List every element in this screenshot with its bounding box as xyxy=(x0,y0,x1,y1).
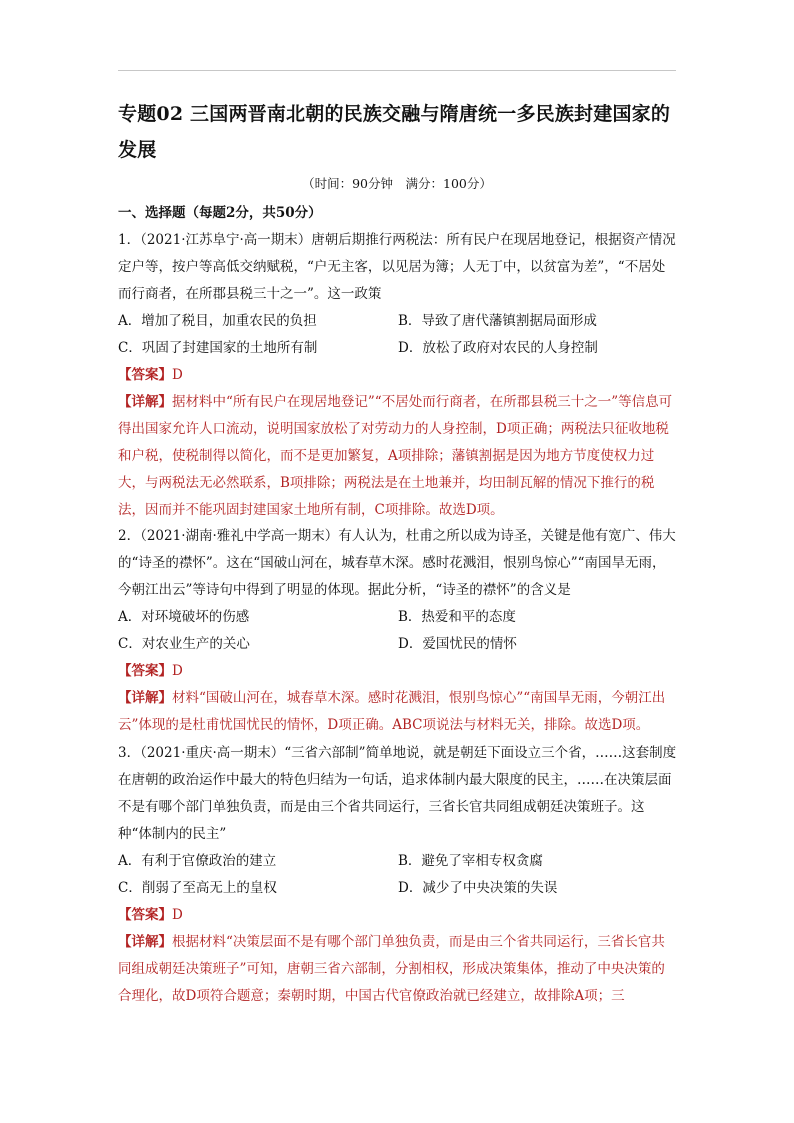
answer-label: 【答案】 xyxy=(118,907,172,923)
answer-value: D xyxy=(172,663,183,679)
section-heading: 一、选择题（每题2分，共50分） xyxy=(118,205,322,221)
answer xyxy=(118,362,678,389)
answer-value: D xyxy=(172,907,183,923)
question-3 xyxy=(118,740,678,1010)
question-stem: 1．（2021·江苏阜宁·高一期末）唐朝后期推行两税法：所有民户在现居地登记，根据资产情况定户等，按户等高低交纳赋税，“户无主客，以见居为簿；人无丁中，以贫富为差”，“不居处而行商者，在所郡县税三十之一”。这一政策 xyxy=(118,232,676,302)
detail-label: 【详解】 xyxy=(118,934,172,950)
answer-label: 【答案】 xyxy=(118,663,172,679)
answer xyxy=(118,902,678,929)
detail-text: 根据材料“决策层面不是有哪个部门单独负责，而是由三个省共同运行，三省长官共同组成朝廷决策班子”可知，唐朝三省六部制，分割相权，形成决策集体，推动了中央决策的合理化，故D项符合题意；秦朝时期，中国古代官僚政治就已经建立，故排除A项；三 xyxy=(118,934,665,1004)
option-d: D．减少了中央决策的失误 xyxy=(398,880,558,896)
option-a: A．对环境破坏的伤感 xyxy=(118,609,250,625)
option-a: A．增加了税目，加重农民的负担 xyxy=(118,313,317,329)
exam-info: （时间：90分钟 满分：100分） xyxy=(302,176,492,191)
option-b: B．导致了唐代藩镇割据局面形成 xyxy=(398,313,597,329)
explanation xyxy=(118,685,678,739)
answer-value: D xyxy=(172,367,183,383)
option-c: C．对农业生产的关心 xyxy=(118,636,250,652)
answer xyxy=(118,658,678,685)
question-stem: 2．（2021·湖南·雅礼中学高一期末）有人认为，杜甫之所以成为诗圣，关键是他有宽广、伟大的“诗圣的襟怀”。这在“国破山河在，城春草木深。感时花溅泪，恨别鸟惊心”“南国旱无雨，今朝江出云”等诗句中得到了明显的体现。据此分析，“诗圣的襟怀”的含义是 xyxy=(118,528,676,598)
option-a: A．有利于官僚政治的建立 xyxy=(118,853,277,869)
document-title: 专题02 三国两晋南北朝的民族交融与隋唐统一多民族封建国家的发展 xyxy=(118,103,671,161)
question-2 xyxy=(118,523,678,739)
header-rule xyxy=(118,70,676,71)
option-d: D．放松了政府对农民的人身控制 xyxy=(398,340,598,356)
options xyxy=(118,308,678,362)
option-d: D．爱国忧民的情怀 xyxy=(398,636,517,652)
explanation xyxy=(118,929,678,1010)
detail-label: 【详解】 xyxy=(118,690,172,706)
option-c: C．巩固了封建国家的土地所有制 xyxy=(118,340,318,356)
explanation xyxy=(118,389,678,524)
detail-label: 【详解】 xyxy=(118,394,172,410)
question-stem: 3．（2021·重庆·高一期末）“三省六部制”简单地说，就是朝廷下面设立三个省，……这套制度在唐朝的政治运作中最大的特色归结为一句话，追求体制内最大限度的民主，……在决策层面不是有哪个部门单独负责，而是由三个省共同运行，三省长官共同组成朝廷决策班子。这种“体制内的民主” xyxy=(118,745,677,842)
answer-label: 【答案】 xyxy=(118,367,172,383)
detail-text: 据材料中“所有民户在现居地登记”“不居处而行商者，在所郡县税三十之一”等信息可得出国家允许人口流动，说明国家放松了对劳动力的人身控制，D项正确；两税法只征收地税和户税，使税制得以简化，而不是更加繁复，A项排除；藩镇割据是因为地方节度使权力过大，与两税法无必然联系，B项排除；两税法是在土地兼并，均田制瓦解的情况下推行的税法，因而并不能巩固封建国家土地所有制，C项排除。故选D项。 xyxy=(118,394,673,518)
option-b: B．避免了宰相专权贪腐 xyxy=(398,853,543,869)
options xyxy=(118,848,678,902)
options xyxy=(118,604,678,658)
question-1 xyxy=(118,227,678,524)
option-c: C．削弱了至高无上的皇权 xyxy=(118,880,277,896)
option-b: B．热爱和平的态度 xyxy=(398,609,516,625)
detail-text: 材料“国破山河在，城春草木深。感时花溅泪，恨别鸟惊心”“南国旱无雨，今朝江出云”体现的是杜甫忧国忧民的情怀，D项正确。ABC项说法与材料无关，排除。故选D项。 xyxy=(118,690,666,733)
